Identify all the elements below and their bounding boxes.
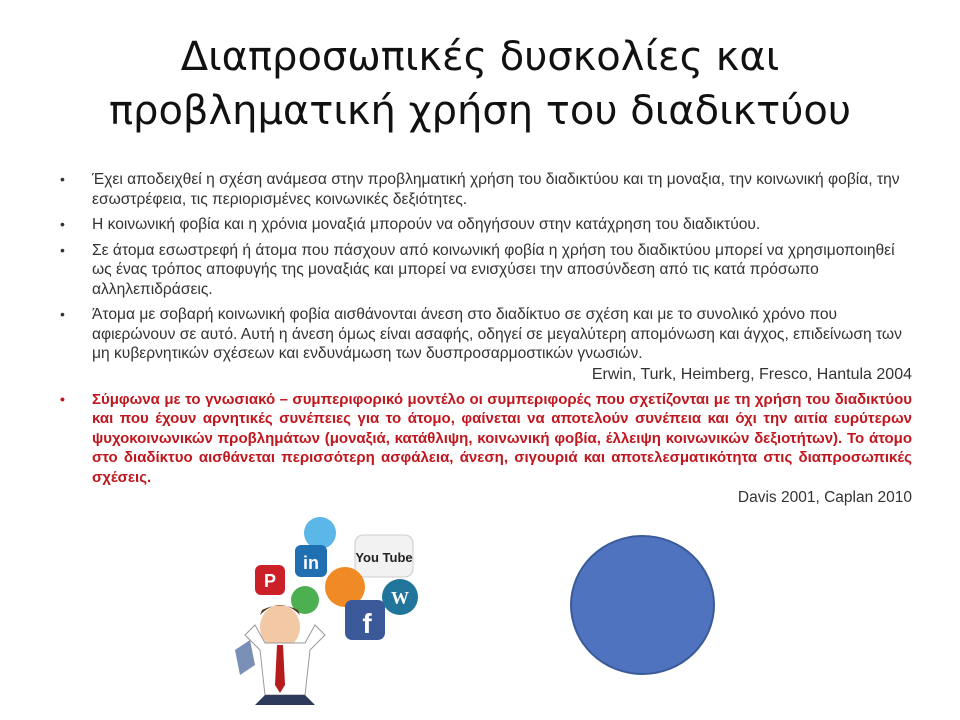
linkedin-label: in bbox=[303, 553, 319, 573]
social-media-burden-illustration bbox=[205, 515, 430, 705]
bullet-text: Έχει αποδειχθεί η σχέση ανάμεσα στην προβληματική χρήση του διαδικτύου και τη μοναξια, την κοινωνική φοβία, την εσωστρέφεια, τις περιορισμένες κοινωνικές δεξιότητες. bbox=[92, 171, 900, 208]
citation-erwin: Erwin, Turk, Heimberg, Fresco, Hantula 2004 bbox=[591, 365, 912, 383]
bullet-item bbox=[60, 241, 912, 300]
bullet-dot-icon: • bbox=[60, 241, 65, 258]
citation-davis: Davis 2001, Caplan 2010 bbox=[737, 489, 912, 506]
pinterest-label: P bbox=[263, 571, 277, 591]
slide-title-line-2: προβληματική χρήση του διαδικτύου bbox=[108, 88, 852, 134]
bullet-item-highlighted bbox=[60, 390, 912, 488]
bullet-list bbox=[60, 170, 912, 507]
blue-circle-shape bbox=[570, 535, 715, 675]
twitter-icon bbox=[304, 517, 336, 549]
bullet-dot-icon: • bbox=[60, 390, 65, 407]
bullet-text: Η κοινωνική φοβία και η χρόνια μοναξιά μπορούν να οδηγήσουν στην κατάχρηση του διαδικτύου. bbox=[92, 216, 761, 233]
bullet-text-highlighted: Σύμφωνα με το γνωσιακό – συμπεριφορικό μοντέλο οι συμπεριφορές που σχετίζονται με τη χρήση του διαδικτύου και που έχουν αρνητικές συνέπειες για το άτομο, φαίνεται να αποτελούν συνέπεια και όχι την αιτία ευρύτερων ψυχοκοινωνικών προβλημάτων (μοναξιά, κατάθλιψη, κοινωνική φοβία, έλλειψη κοινωνικών δεξιοτήτων). Το άτομο στο διαδίκτυο αισθάνεται περισσότερη ασφάλεια, άνεση, σιγουριά και αποτελεσματικότητα στις διαπροσωπικές σχέσεις. bbox=[92, 390, 912, 486]
slide-title-line-1: Διαπροσωπικές δυσκολίες και bbox=[180, 34, 780, 80]
bullet-item bbox=[60, 305, 912, 364]
youtube-label: You Tube bbox=[355, 550, 413, 565]
stressed-man-figure bbox=[235, 605, 325, 705]
wordpress-label: W bbox=[391, 588, 409, 608]
slide-title bbox=[40, 30, 920, 138]
bullet-dot-icon: • bbox=[60, 306, 65, 322]
bullet-text: Σε άτομα εσωστρεφή ή άτομα που πάσχουν από κοινωνική φοβία η χρήση του διαδικτύου μπορεί να χρησιμοποιηθεί ως ένας τρόπος αποφυγής της μοναξιάς και μπορεί να ενισχύσει την αποσύνδεση από τις κατά πρόσωπο αλληλεπιδράσεις. bbox=[92, 241, 895, 298]
bullet-dot-icon: • bbox=[60, 171, 65, 187]
bullet-text: Άτομα με σοβαρή κοινωνική φοβία αισθάνονται άνεση στο διαδίκτυο σε σχέση και με το συνολικό χρόνο που αφιερώνουν σε αυτό. Αυτή η άνεση όμως είναι ασαφής, οδηγεί σε μεγαλύτερη απομόνωση και άγχος, επιδείνωση των μη κυβερνητικών σχέσεων και ενδυνάμωση των δυσπροσαρμοστικών γνωσιών. bbox=[92, 306, 902, 362]
bullet-dot-icon: • bbox=[60, 216, 65, 232]
facebook-label: f bbox=[362, 608, 372, 639]
bullet-item bbox=[60, 170, 912, 209]
bullet-item bbox=[60, 215, 912, 235]
